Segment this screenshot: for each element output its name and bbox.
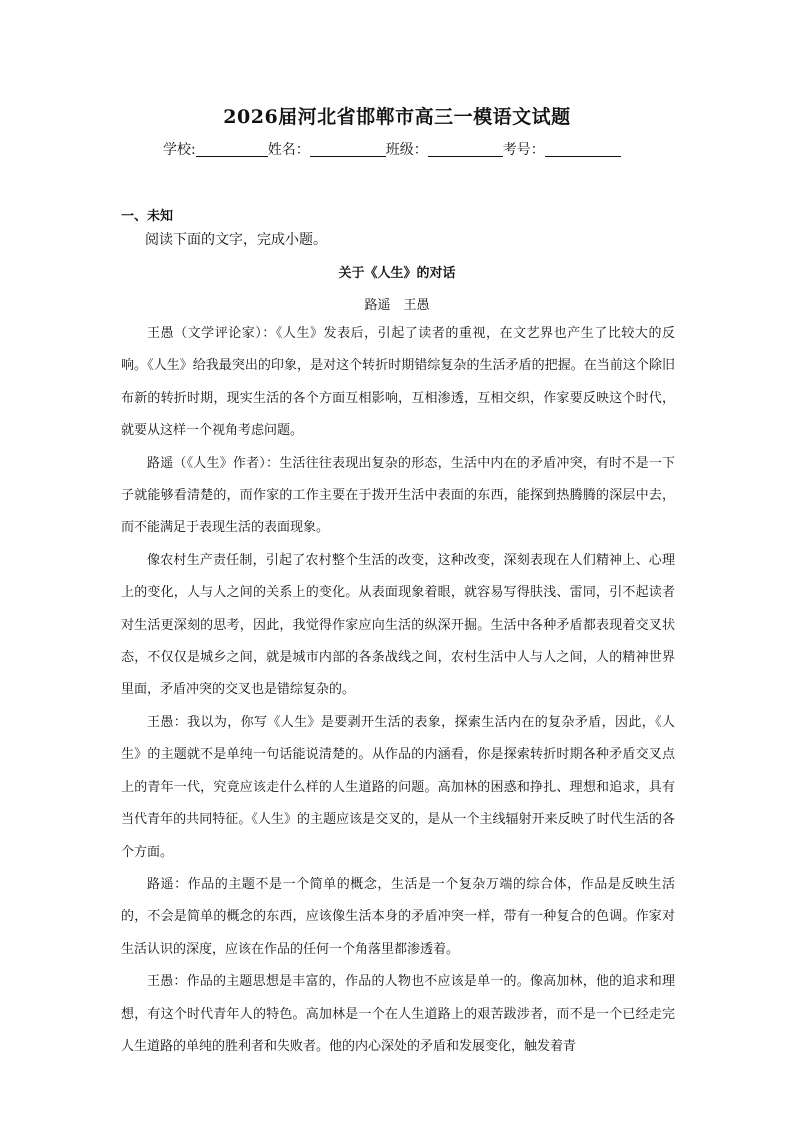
- name-label: 姓名：: [267, 142, 310, 158]
- name-blank[interactable]: [310, 142, 386, 157]
- article-paragraph: 王愚：我以为，你写《人生》是要剥开生活的表象，探索生活内在的复杂矛盾，因此，《人生》的主题就不是单纯一句话能说清楚的。从作品的内涵看，你是探索转折时期各种矛盾交叉点上的青年一代，究竟应该走什么样的人生道路的问题。高加林的困惑和挣扎、理想和追求，具有当代青年的共同特征。《人生》的主题应该是交叉的，是从一个主线辐射开来反映了时代生活的各个方面。: [121, 714, 675, 860]
- article-title: 关于《人生》的对话: [338, 266, 456, 281]
- article-paragraph: 路遥：作品的主题不是一个简单的概念，生活是一个复杂万端的综合体，作品是反映生活的，不会是简单的概念的东西，应该像生活本身的矛盾冲突一样，带有一种复合的色调。作家对生活认识的深度，应该在作品的任何一个角落里都渗透着。: [121, 876, 675, 957]
- school-label: 学校:: [163, 142, 196, 158]
- exam-title: 2026届河北省邯郸市高三一模语文试题: [223, 106, 571, 128]
- article-paragraph: 路遥（《人生》作者）：生活往往表现出复杂的形态，生活中内在的矛盾冲突，有时不是一下子就能够看清楚的，而作家的工作主要在于拨开生活中表面的东西，能探到热腾腾的深层中去，而不能满足于表现生活的表面现象。: [121, 455, 675, 536]
- number-label: 考号：: [502, 142, 545, 158]
- class-blank[interactable]: [428, 142, 503, 157]
- article-paragraph: 王愚：作品的主题思想是丰富的，作品的人物也不应该是单一的。像高加林，他的追求和理想，有这个时代青年人的特色。高加林是一个在人生道路上的艰苦跋涉者，而不是一个已经走完人生道路的单纯的胜利者和失败者。他的内心深处的矛盾和发展变化，触发着青: [121, 974, 675, 1054]
- article-paragraph: 像农村生产责任制，引起了农村整个生活的改变，这种改变，深刻表现在人们精神上、心理上的变化，人与人之间的关系上的变化。从表面现象着眼，就容易写得肤浅、雷同，引不起读者对生活更深刻的思考，因此，我觉得作家应向生活的纵深开掘。生活中各种矛盾都表现着交叉状态，不仅仅是城乡之间，就是城市内部的各条战线之间，农村生活中人与人之间，人的精神世界里面，矛盾冲突的交叉也是错综复杂的。: [121, 552, 675, 698]
- article-authors: 路遥 王愚: [364, 298, 430, 313]
- section-instruction: 阅读下面的文字，完成小题。: [145, 232, 327, 248]
- student-info-line: [163, 139, 621, 159]
- school-blank[interactable]: [196, 142, 268, 157]
- article-paragraph: 王愚（文学评论家）：《人生》发表后，引起了读者的重视，在文艺界也产生了比较大的反响。《人生》给我最突出的印象，是对这个转折时期错综复杂的生活矛盾的把握。在当前这个除旧布新的转折时期，现实生活的各个方面互相影响，互相渗透，互相交织，作家要反映这个时代，就要从这样一个视角考虑问题。: [121, 326, 675, 439]
- article-body: [121, 318, 675, 1063]
- class-label: 班级：: [385, 142, 428, 158]
- number-blank[interactable]: [545, 142, 621, 157]
- section-heading: 一、未知: [121, 209, 174, 224]
